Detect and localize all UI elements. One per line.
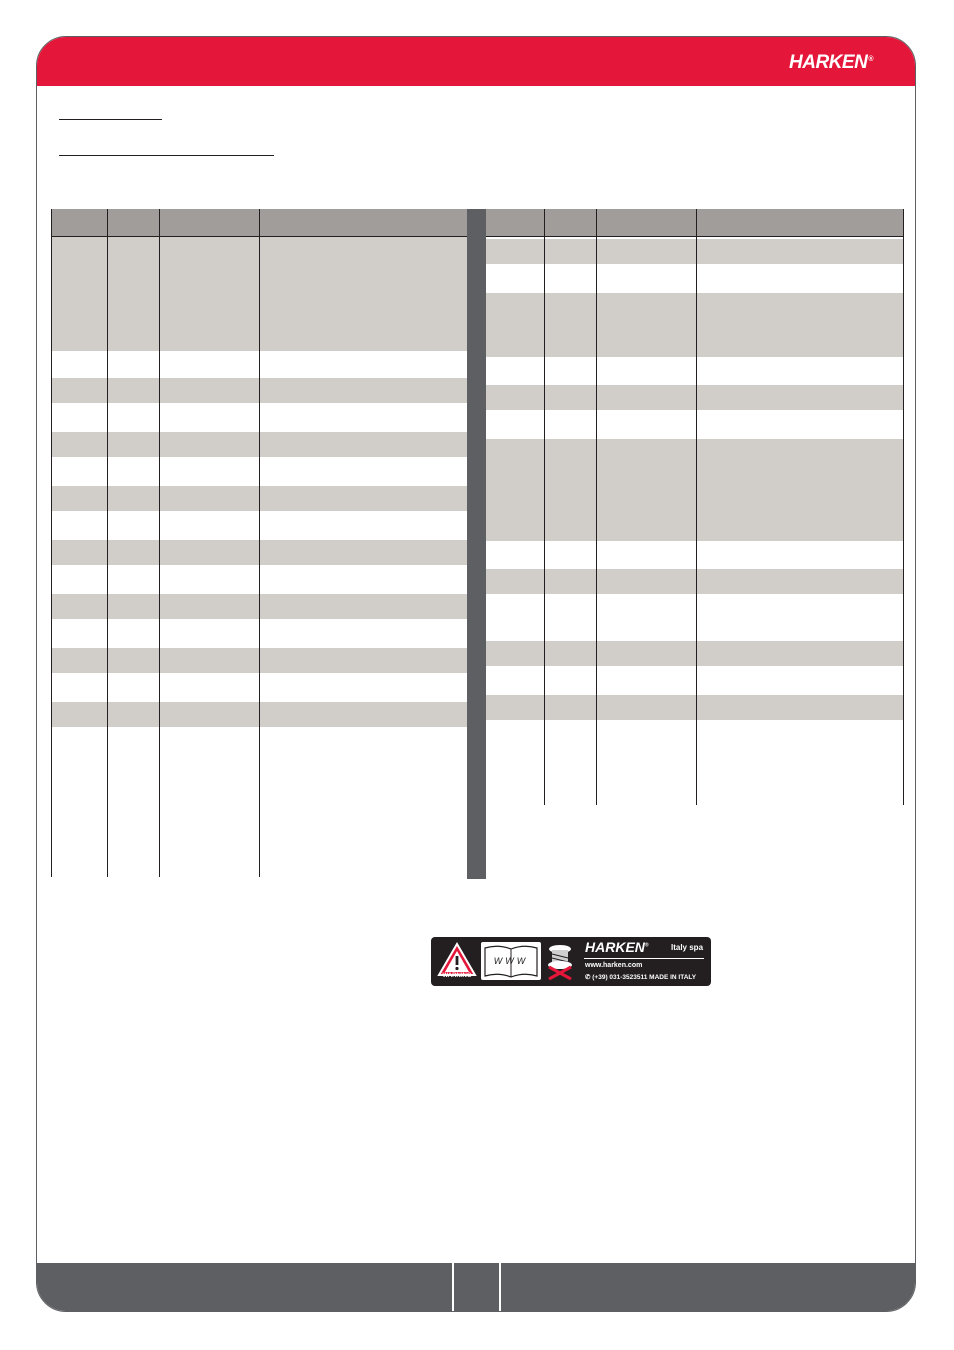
sticker-company: Italy spa	[671, 943, 704, 952]
page-frame	[36, 36, 916, 1312]
table-row	[486, 239, 904, 264]
parts-table-right	[486, 209, 904, 805]
header-bar	[37, 37, 915, 86]
manual-text: WWW	[493, 956, 529, 966]
table-row	[486, 439, 904, 541]
sticker-brand: HARKEN®	[585, 939, 649, 955]
winch-crossed-icon	[543, 941, 577, 981]
table-row	[486, 569, 904, 594]
table-row	[486, 293, 904, 357]
table-header	[486, 209, 904, 237]
sticker-url: www.harken.com	[585, 962, 643, 969]
title-underline	[59, 119, 162, 120]
table-separator	[467, 209, 486, 879]
sticker-phone: ✆ (+39) 031-3523511 MADE IN ITALY	[585, 974, 697, 981]
table-row	[486, 641, 904, 666]
table-row	[486, 695, 904, 720]
warning-sticker	[431, 937, 711, 986]
subtitle-underline	[59, 155, 274, 156]
parts-table-left	[51, 209, 467, 877]
manual-book-icon	[481, 942, 541, 980]
footer-bar	[37, 1263, 915, 1311]
harken-logo: HARKEN®	[789, 52, 873, 73]
warning-text: WARNING	[442, 973, 472, 979]
table-row	[486, 385, 904, 410]
